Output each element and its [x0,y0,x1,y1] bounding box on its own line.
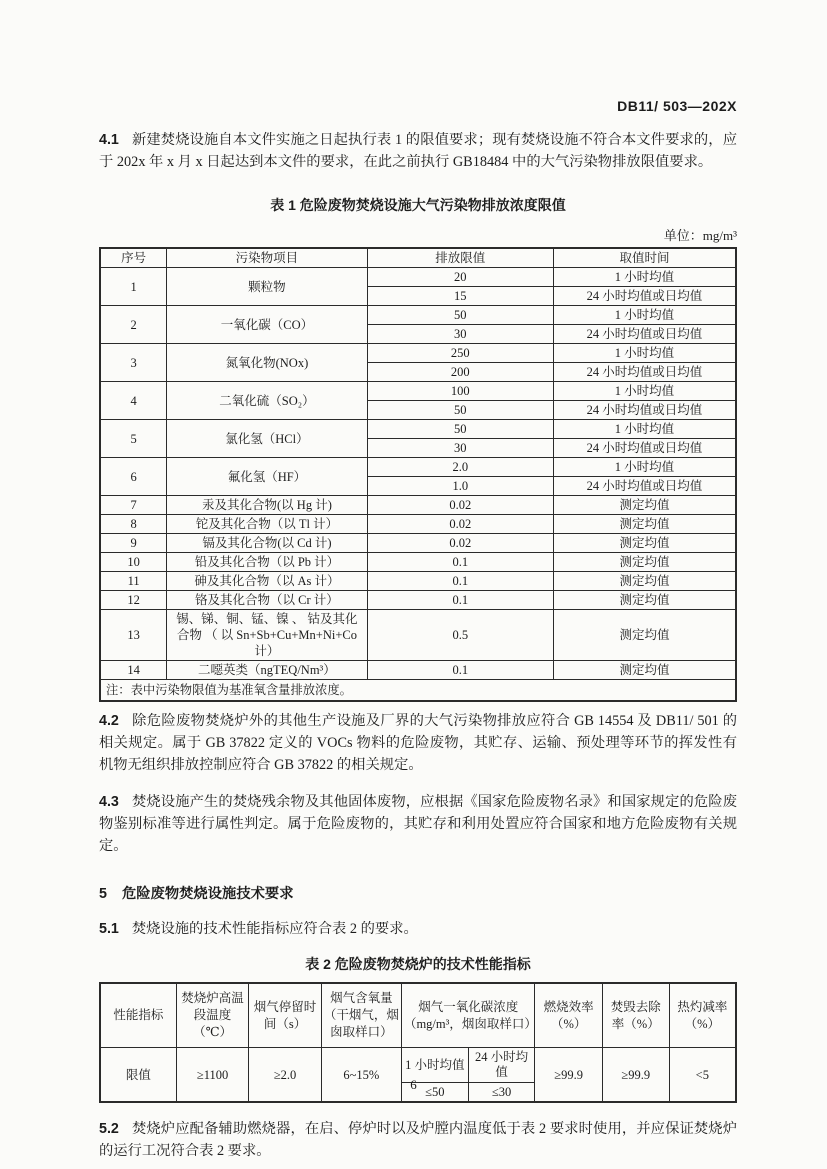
table2-header-removal: 焚毁去除率（%） [602,983,669,1048]
table1-row [100,515,736,534]
table1-pollutant-cell: 铊及其化合物（以 Tl 计） [167,515,367,534]
paragraph-5-2 [99,1118,737,1162]
table1-time-cell: 24 小时均值或日均值 [553,325,736,344]
table1-footer [100,680,736,702]
table1-row [100,591,736,610]
table1-time-cell: 测定均值 [553,496,736,515]
table2-temperature-value: ≥1100 [176,1048,249,1103]
table1-time-cell: 1 小时均值 [553,420,736,439]
table1-time-cell: 测定均值 [553,610,736,661]
table1-time-cell: 1 小时均值 [553,306,736,325]
table2-co-24h-value: ≤30 [468,1083,535,1103]
table1-time-cell: 1 小时均值 [553,458,736,477]
page-content [99,0,737,1162]
table2-header-residence: 烟气停留时间（s） [249,983,322,1048]
table1-limit-cell: 50 [367,420,553,439]
table2-co-1h-label: 1 小时均值 [401,1048,468,1083]
table1-row [100,610,736,661]
table1-time-cell: 测定均值 [553,661,736,680]
page-number: 6 [410,1077,417,1092]
table2-header-indicator: 性能指标 [100,983,176,1048]
clause-text-4-1: 新建焚烧设施自本文件实施之日起执行表 1 的限值要求；现有焚烧设施不符合本文件要求的，应于 202x 年 x 月 x 日起达到本文件的要求，在此之前执行 GB18484 中的大气污染物排放限值要求。 [99,132,737,170]
table1-header [100,248,736,268]
table2-removal-value: ≥99.9 [602,1048,669,1103]
table1-seq-cell: 6 [100,458,167,496]
paragraph-4-3 [99,791,737,857]
table1-pollutant-cell: 汞及其化合物(以 Hg 计) [167,496,367,515]
table1-row [100,306,736,325]
doc-code: DB11/ 503—202X [617,98,737,114]
table1-limit-cell: 50 [367,401,553,420]
table1-time-cell: 24 小时均值或日均值 [553,363,736,382]
table1-pollutant-cell: 氯化氢（HCl） [167,420,367,458]
table1-time-cell: 测定均值 [553,534,736,553]
table1-limit-cell: 100 [367,382,553,401]
table1-limit-cell: 200 [367,363,553,382]
table1-time-cell: 测定均值 [553,553,736,572]
table1-header-row [100,248,736,268]
table1-seq-cell: 2 [100,306,167,344]
table1-pollutant-cell: 砷及其化合物（以 As 计） [167,572,367,591]
table2-header-ash: 热灼减率（%） [669,983,736,1048]
table1-time-cell: 测定均值 [553,515,736,534]
table2-limit-label: 限值 [100,1048,176,1103]
table1-pollutant-cell: 二噁英类（ngTEQ/Nm³） [167,661,367,680]
table1-time-cell: 24 小时均值或日均值 [553,477,736,496]
section-5-number: 5 [99,886,107,902]
table2-residence-value: ≥2.0 [249,1048,322,1103]
clause-text-4-3: 焚烧设施产生的焚烧残余物及其他固体废物，应根据《国家危险废物名录》和国家规定的危险废物鉴别标准等进行属性判定。属于危险废物的，其贮存和利用处置应符合国家和地方危险废物有关规定。 [99,794,737,854]
table1-pollutant-cell: 镉及其化合物(以 Cd 计) [167,534,367,553]
table1-limit-cell: 20 [367,268,553,287]
table2-body [100,1048,736,1103]
table1-limit-cell: 0.02 [367,534,553,553]
table2-oxygen-value: 6~15% [321,1048,401,1103]
table1 [99,247,737,702]
table2-efficiency-value: ≥99.9 [535,1048,602,1103]
table2-header-temperature: 焚烧炉高温段温度（℃） [176,983,249,1048]
table1-header-limit: 排放限值 [367,248,553,268]
table1-seq-cell: 7 [100,496,167,515]
table1-row [100,344,736,363]
table1-row [100,420,736,439]
paragraph-5-1 [99,918,737,940]
table1-seq-cell: 10 [100,553,167,572]
table1-pollutant-cell: 氮氧化物(NOx) [167,344,367,382]
table1-limit-cell: 0.1 [367,553,553,572]
table1-seq-cell: 1 [100,268,167,306]
table1-seq-cell: 5 [100,420,167,458]
table1-note: 注：表中污染物限值为基准氧含量排放浓度。 [100,680,736,702]
table1-row [100,496,736,515]
table1-seq-cell: 11 [100,572,167,591]
clause-text-4-2: 除危险废物焚烧炉外的其他生产设施及厂界的大气污染物排放应符合 GB 14554 及 DB11/ 501 的相关规定。属于 GB 37822 定义的 VOCs 物料的危险废物，其贮存、运输、预处理等环节的挥发性有机物无组织排放控制应符合 GB 37822 的相关规定。 [99,713,737,773]
table1-limit-cell: 30 [367,439,553,458]
table1-limit-cell: 1.0 [367,477,553,496]
table1-pollutant-cell: 颗粒物 [167,268,367,306]
table2-title: 表 2 危险废物焚烧炉的技术性能指标 [305,956,531,972]
table1-title: 表 1 危险废物焚烧设施大气污染物排放浓度限值 [270,197,566,213]
table1-limit-cell: 30 [367,325,553,344]
table1-limit-cell: 0.5 [367,610,553,661]
table1-row [100,382,736,401]
clause-text-5-2: 焚烧炉应配备辅助燃烧器，在启、停炉时以及炉膛内温度低于表 2 要求时使用，并应保证焚烧炉的运行工况符合表 2 要求。 [99,1121,737,1159]
table1-limit-cell: 50 [367,306,553,325]
table1-pollutant-cell: 二氧化硫（SO₂） [167,382,367,420]
table2-co-24h-label: 24 小时均值 [468,1048,535,1083]
clause-text-5-1: 焚烧设施的技术性能指标应符合表 2 的要求。 [131,921,418,937]
table1-time-cell: 24 小时均值或日均值 [553,287,736,306]
table1-limit-cell: 15 [367,287,553,306]
table2-header [100,983,736,1048]
paragraph-4-1 [99,129,737,173]
table1-unit: 单位：mg/m³ [663,228,737,243]
section-5-title: 危险废物焚烧设施技术要求 [121,886,294,902]
table1-seq-cell: 3 [100,344,167,382]
clause-number-5-2: 5.2 [99,1121,119,1137]
table1-seq-cell: 12 [100,591,167,610]
table1-limit-cell: 0.02 [367,515,553,534]
table1-time-cell: 测定均值 [553,572,736,591]
table1-time-cell: 测定均值 [553,591,736,610]
table1-header-time: 取值时间 [553,248,736,268]
table1-limit-cell: 2.0 [367,458,553,477]
table1-header-seq: 序号 [100,248,167,268]
table1-header-pollutant: 污染物项目 [167,248,367,268]
table1-note-row [100,680,736,702]
table1-seq-cell: 8 [100,515,167,534]
table1-time-cell: 1 小时均值 [553,344,736,363]
table1-row [100,268,736,287]
clause-number-4-1: 4.1 [99,132,119,148]
table1-limit-cell: 0.1 [367,572,553,591]
table1-time-cell: 1 小时均值 [553,268,736,287]
table1-pollutant-cell: 锡、锑、铜、锰、镍 、 钴及其化合物 （ 以 Sn+Sb+Cu+Mn+Ni+Co 计） [167,610,367,661]
table1-body [100,268,736,680]
table1-row [100,661,736,680]
table1-time-cell: 24 小时均值或日均值 [553,439,736,458]
table2-header-oxygen: 烟气含氧量（干烟气，烟囱取样口） [321,983,401,1048]
table2-header-efficiency: 燃烧效率（%） [535,983,602,1048]
table2-co-1h-value: ≤50 [401,1083,468,1103]
clause-number-4-3: 4.3 [99,794,119,810]
table2-header-row [100,983,736,1048]
table1-row [100,458,736,477]
table1-pollutant-cell: 铅及其化合物（以 Pb 计） [167,553,367,572]
table1-seq-cell: 4 [100,382,167,420]
table1-row [100,572,736,591]
table1-pollutant-cell: 一氧化碳（CO） [167,306,367,344]
section-5-heading [99,883,737,903]
table1-seq-cell: 13 [100,610,167,661]
table1-limit-cell: 0.1 [367,591,553,610]
table1-pollutant-cell: 铬及其化合物（以 Cr 计） [167,591,367,610]
table1-seq-cell: 14 [100,661,167,680]
table1-row [100,553,736,572]
table1-row [100,534,736,553]
table2-header-co: 烟气一氧化碳浓度（mg/m³，烟囱取样口） [401,983,535,1048]
table1-limit-cell: 0.1 [367,661,553,680]
clause-number-4-2: 4.2 [99,713,119,729]
table1-limit-cell: 250 [367,344,553,363]
table1-time-cell: 24 小时均值或日均值 [553,401,736,420]
table2-ash-value: <5 [669,1048,736,1103]
doc-header [99,0,737,114]
table1-pollutant-cell: 氟化氢（HF） [167,458,367,496]
clause-number-5-1: 5.1 [99,921,119,937]
table1-limit-cell: 0.02 [367,496,553,515]
table1-seq-cell: 9 [100,534,167,553]
paragraph-4-2 [99,710,737,776]
table1-time-cell: 1 小时均值 [553,382,736,401]
